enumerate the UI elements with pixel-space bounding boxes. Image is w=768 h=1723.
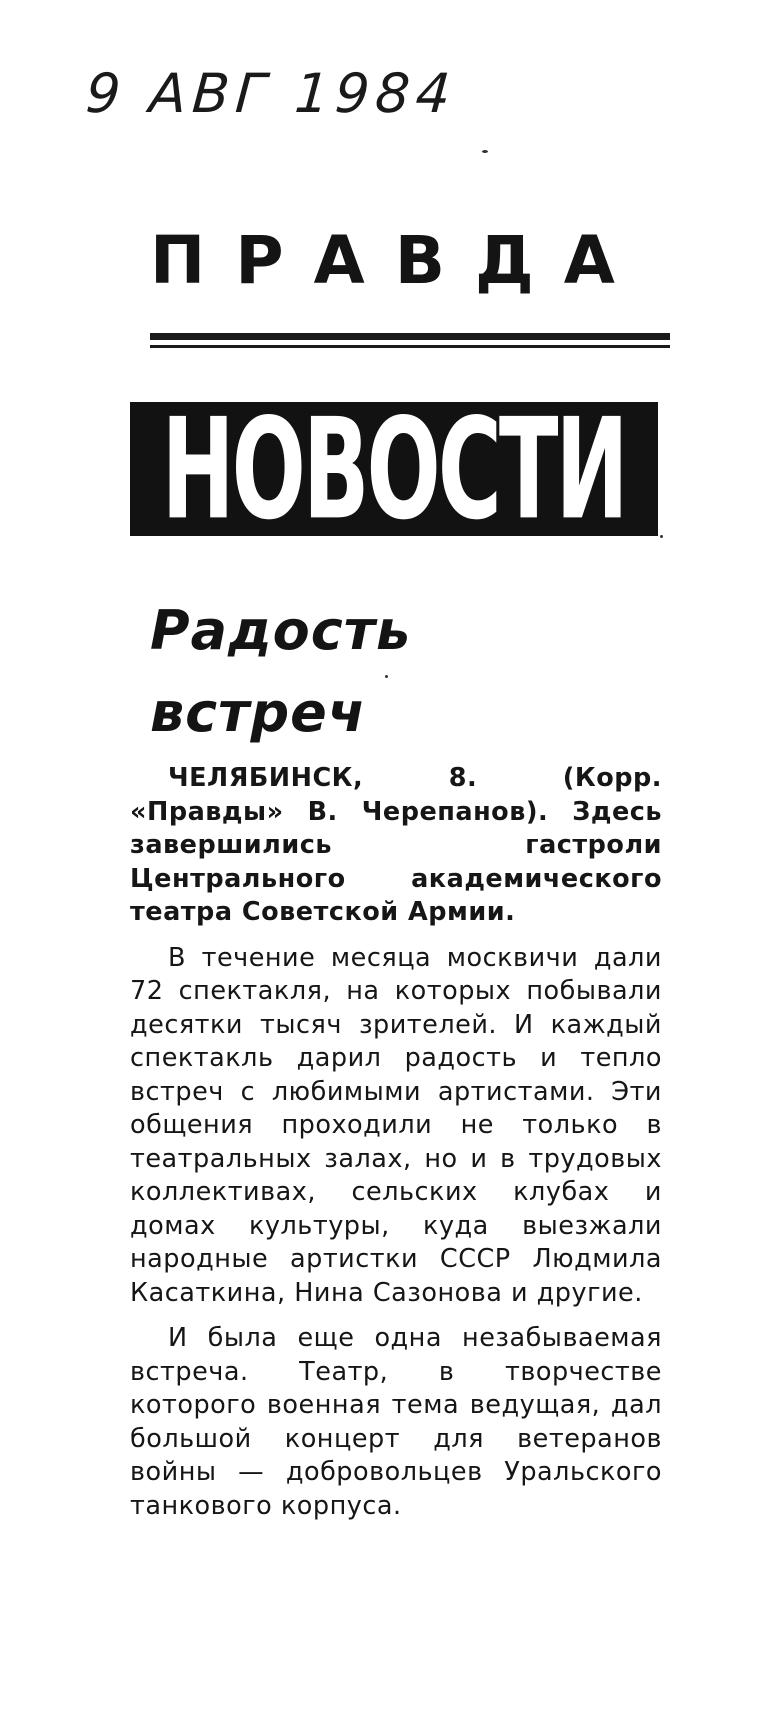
masthead-rule-thick (150, 333, 670, 340)
print-speck (660, 535, 663, 538)
section-title: НОВОСТИ (161, 402, 627, 536)
newspaper-masthead: ПРАВДА (150, 222, 645, 299)
article-paragraph: В течение месяца москвичи дали 72 спектакля, на которых побывали десятки тысяч зрителей. И каждый спектакль дарил радость и тепло встреч с любимыми артистами. Эти общения проходили не только в театральных залах, но и в трудовых коллективах, сельских клубах и домах культуры, куда выезжали народные артистки СССР Людмила Касаткина, Нина Сазонова и другие. (130, 942, 662, 1308)
print-speck (385, 675, 388, 678)
article-body (130, 762, 662, 1535)
section-banner (130, 402, 658, 536)
date-stamp: 9 АВГ 1984 (83, 62, 459, 125)
print-speck (482, 150, 488, 153)
article-headline (150, 590, 411, 754)
headline-line-1: Радость (150, 599, 412, 662)
masthead-rule-thin (150, 345, 670, 348)
article-lead: ЧЕЛЯБИНСК, 8. (Корр. «Правды» В. Черепанов). Здесь завершились гастроли Центрального академического театра Советской Армии. (130, 763, 662, 927)
article-paragraph: И была еще одна незабываемая встреча. Театр, в творчестве которого военная тема ведущая, дал большой концерт для ветеранов войны — добровольцев Уральского танкового корпуса. (130, 1323, 662, 1521)
headline-line-2: встреч (150, 681, 366, 744)
